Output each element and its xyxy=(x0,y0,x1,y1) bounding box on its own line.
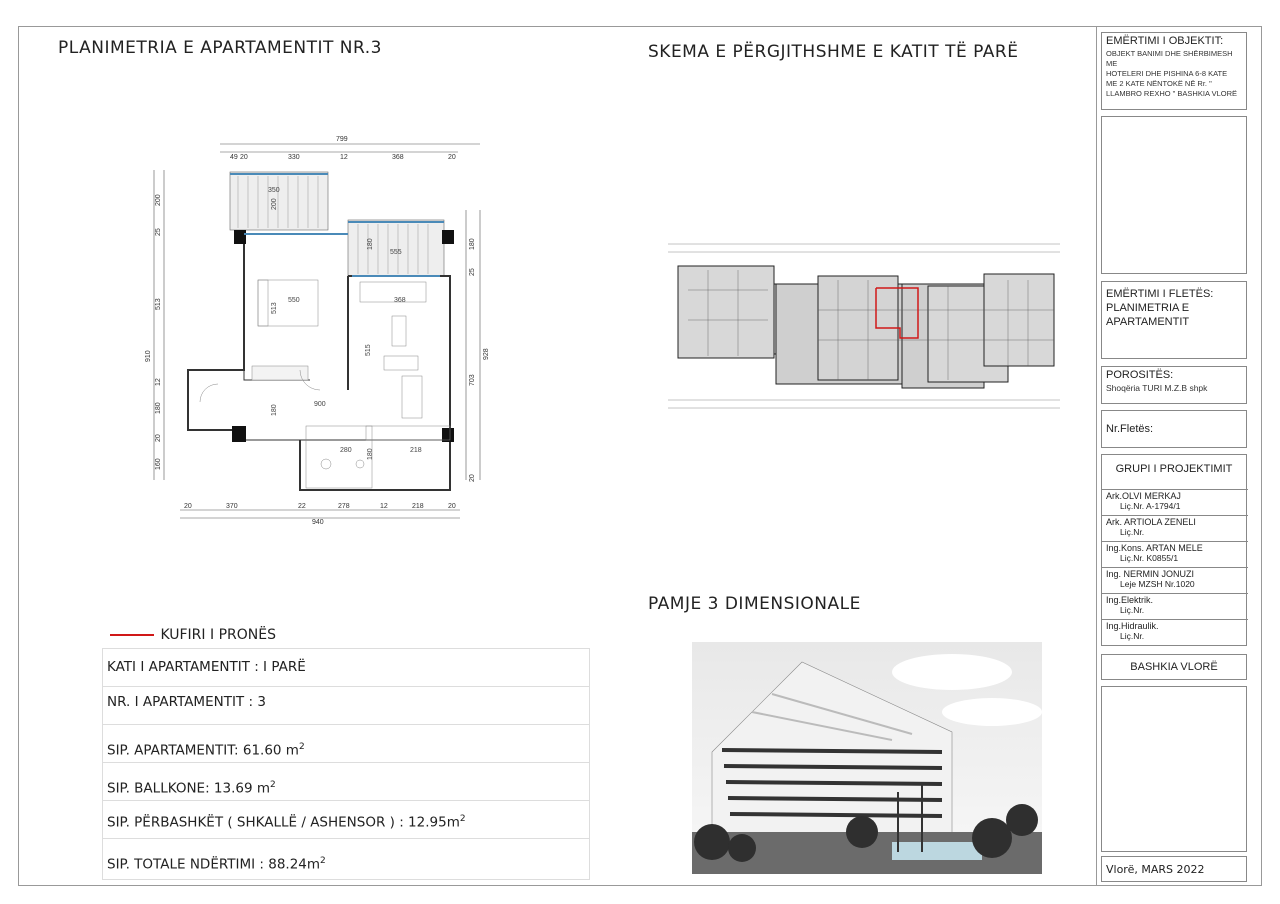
scheme-title: SKEMA E PËRGJITHSHME E KATIT TË PARË xyxy=(648,42,1019,62)
inner-dim-2: 180 xyxy=(367,238,374,250)
team-lic-1: Liç.Nr. xyxy=(1120,527,1145,537)
dim-top-5: 20 xyxy=(448,154,456,161)
sofa xyxy=(360,282,426,302)
dim-left-5: 20 xyxy=(155,434,162,442)
dim-bottom-4: 12 xyxy=(380,503,388,510)
dim-top-4: 368 xyxy=(392,154,404,161)
balcony-left xyxy=(230,172,328,230)
team-lic-5: Liç.Nr. xyxy=(1120,631,1145,641)
dim-bottom-2: 22 xyxy=(298,503,306,510)
client-cell xyxy=(1101,366,1247,404)
inner-dim-3: 555 xyxy=(390,249,402,256)
dim-bottom-total: 940 xyxy=(312,519,324,526)
floor-scheme xyxy=(668,230,1068,420)
apartment-floor-plan xyxy=(140,130,490,530)
info-number: NR. I APARTAMENTIT : 3 xyxy=(103,687,589,725)
team-name-4: Ing.Elektrik. xyxy=(1106,595,1154,605)
team-lic-0: Liç.Nr. A-1794/1 xyxy=(1120,501,1181,511)
team-name-5: Ing.Hidraulik. xyxy=(1106,621,1159,631)
dim-right-a0: 180 xyxy=(469,238,476,250)
info-apt-area-row xyxy=(103,725,589,763)
info-total-area: SIP. TOTALE NDËRTIMI : 88.24m xyxy=(107,856,321,873)
dim-bottom-5: 218 xyxy=(412,503,424,510)
dim-left-1: 25 xyxy=(155,228,162,236)
dim-top-total: 799 xyxy=(336,136,348,143)
info-balcony-row xyxy=(103,763,589,801)
dim-bottom-1: 370 xyxy=(226,503,238,510)
object-line-2: ME 2 KATE NËNTOKË NË Rr. " xyxy=(1106,79,1212,88)
dim-right-a1: 25 xyxy=(469,268,476,276)
team-name-3: Ing. NERMIN JONUZI xyxy=(1106,569,1195,579)
sheet-line-0: PLANIMETRIA E xyxy=(1106,302,1190,314)
info-shared-row xyxy=(103,801,589,839)
bathroom xyxy=(306,426,372,488)
inner-dim-12: 218 xyxy=(410,447,422,454)
inner-dim-7: 515 xyxy=(365,344,372,356)
team-member-5 xyxy=(1102,619,1248,642)
dim-top-2: 330 xyxy=(288,154,300,161)
info-shared-area: SIP. PËRBASHKËT ( SHKALLË / ASHENSOR ) : 12.95m xyxy=(107,814,460,831)
title-block xyxy=(1096,26,1262,886)
plan-title: PLANIMETRIA E APARTAMENTIT NR.3 xyxy=(58,38,382,58)
apartment-info-table xyxy=(102,648,590,880)
object-line-1: HOTELERI DHE PISHINA 6-8 KATE xyxy=(1106,69,1228,78)
info-balcony-area: SIP. BALLKONE: 13.69 m xyxy=(107,780,271,797)
inner-dim-6: 368 xyxy=(394,297,406,304)
inner-dim-4: 550 xyxy=(288,297,300,304)
team-name-2: Ing.Kons. ARTAN MELE xyxy=(1106,543,1203,553)
object-name-cell xyxy=(1101,32,1247,110)
dim-left-2: 513 xyxy=(155,298,162,310)
dim-left-4: 180 xyxy=(155,402,162,414)
date-cell xyxy=(1101,856,1247,882)
sheet-number-cell xyxy=(1101,410,1247,448)
team-lic-4: Liç.Nr. xyxy=(1120,605,1145,615)
inner-dim-8: 900 xyxy=(314,401,326,408)
municipality-cell xyxy=(1101,654,1247,680)
dim-bottom-6: 20 xyxy=(448,503,456,510)
dim-left-6: 160 xyxy=(155,458,162,470)
inner-dim-10: 280 xyxy=(340,447,352,454)
team-name-1: Ark. ARTIOLA ZENELI xyxy=(1106,517,1196,527)
legend xyxy=(110,626,276,644)
date-label: Vlorë, MARS 2022 xyxy=(1106,863,1205,876)
object-line-0: OBJEKT BANIMI DHE SHËRBIMESH ME xyxy=(1106,49,1233,68)
sheet-name-cell xyxy=(1101,281,1247,359)
sheet-number-label: Nr.Fletës: xyxy=(1106,423,1154,435)
dim-left-0: 200 xyxy=(155,194,162,206)
balcony-right xyxy=(348,220,444,276)
sup: 2 xyxy=(270,780,276,790)
dim-bottom-0: 20 xyxy=(184,503,192,510)
dim-right-b: 703 xyxy=(469,374,476,386)
team-member-0 xyxy=(1102,489,1248,512)
dim-right-total: 928 xyxy=(483,348,490,360)
dim-right-c: 20 xyxy=(469,474,476,482)
dim-top-1: 20 xyxy=(240,154,248,161)
table xyxy=(392,316,406,346)
object-label: EMËRTIMI I OBJEKTIT: xyxy=(1106,35,1224,47)
sheet-label: EMËRTIMI I FLETËS: xyxy=(1106,288,1214,300)
inner-dim-0: 350 xyxy=(268,187,280,194)
team-lic-2: Liç.Nr. K0855/1 xyxy=(1120,553,1179,563)
client-label: POROSITËS: xyxy=(1106,369,1174,381)
team-member-3 xyxy=(1102,567,1248,590)
object-line-3: LLAMBRO REXHO " BASHKIA VLORË xyxy=(1106,89,1238,98)
info-total-row xyxy=(103,839,589,879)
team-member-1 xyxy=(1102,515,1248,538)
inner-dim-11: 180 xyxy=(367,448,374,460)
view3d-title: PAMJE 3 DIMENSIONALE xyxy=(648,594,861,614)
dim-left-total: 910 xyxy=(145,350,152,362)
dim-left-3: 12 xyxy=(155,378,162,386)
info-floor: KATI I APARTAMENTIT : I PARË xyxy=(103,649,589,687)
team-member-4 xyxy=(1102,593,1248,616)
sheet-line-1: APARTAMENTIT xyxy=(1106,316,1190,328)
team-name-0: Ark.OLVI MERKAJ xyxy=(1106,491,1181,501)
sup: 2 xyxy=(320,856,326,866)
sup: 2 xyxy=(459,814,466,824)
legend-label: KUFIRI I PRONËS xyxy=(160,626,276,643)
dim-top-3: 12 xyxy=(340,154,348,161)
sup: 2 xyxy=(298,742,305,752)
blank-cell-2 xyxy=(1101,686,1247,852)
municipality-label: BASHKIA VLORË xyxy=(1130,661,1218,673)
info-apt-area: SIP. APARTAMENTIT: 61.60 m xyxy=(107,742,299,759)
design-group-cell xyxy=(1101,454,1247,646)
dim-bottom-3: 278 xyxy=(338,503,350,510)
render-3d-view xyxy=(692,642,1042,874)
legend-line xyxy=(110,634,154,636)
client-value: Shoqëria TURI M.Z.B shpk xyxy=(1106,383,1208,393)
inner-dim-9: 180 xyxy=(271,404,278,416)
inner-dim-5: 513 xyxy=(271,302,278,314)
design-group-label: GRUPI I PROJEKTIMIT xyxy=(1115,463,1233,475)
dim-top-0: 49 xyxy=(230,154,238,161)
team-member-2 xyxy=(1102,541,1248,564)
team-lic-3: Leje MZSH Nr.1020 xyxy=(1120,579,1195,589)
blank-cell-1 xyxy=(1101,116,1247,274)
inner-dim-1: 200 xyxy=(271,198,278,210)
